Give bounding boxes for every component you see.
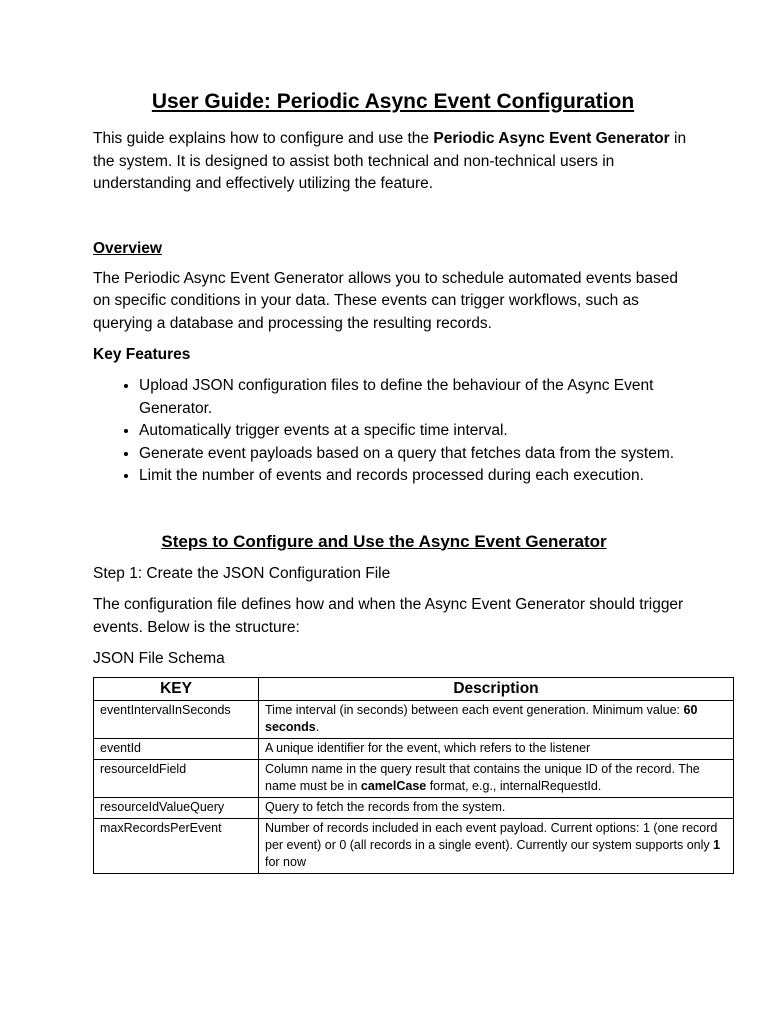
intro-text-bold: Periodic Async Event Generator — [433, 130, 670, 147]
desc-text: A unique identifier for the event, which refers to the listener — [265, 740, 591, 755]
cell-key: resourceIdValueQuery — [94, 797, 259, 818]
key-features-list — [93, 375, 693, 488]
table-header-row — [94, 677, 734, 700]
cell-description — [259, 818, 734, 873]
config-paragraph: The configuration file defines how and when the Async Event Generator should trigger events. Below is the structure: — [93, 596, 684, 636]
schema-heading: JSON File Schema — [93, 650, 225, 667]
overview-paragraph: The Periodic Async Event Generator allows you to schedule automated events based on specific conditions in your data. These events can trigger workflows, such as querying a database and processing the resulting records. — [93, 269, 679, 332]
cell-description — [259, 738, 734, 759]
table-row — [94, 738, 734, 759]
desc-bold: 60 seconds — [265, 702, 698, 734]
desc-text-after: . — [315, 719, 320, 734]
intro-paragraph — [93, 128, 693, 196]
list-item: • Generate event payloads based on a query that fetches data from the system. — [139, 443, 693, 466]
table-row — [94, 700, 734, 738]
desc-text: Number of records included in each event payload. Current options: 1 (one record per event) or 0 (all records in a single event). Currently our system supports only — [265, 820, 718, 852]
desc-text: Query to fetch the records from the system. — [265, 799, 506, 814]
schema-table — [93, 677, 734, 874]
overview-heading: Overview — [93, 239, 162, 257]
intro-text-after: in the system. It is designed to assist both technical and non-technical users in understanding and effectively utilizing the feature. — [93, 130, 687, 192]
cell-description — [259, 759, 734, 797]
desc-text-after: format, e.g., internalRequestId. — [426, 778, 602, 793]
step1-heading: Step 1: Create the JSON Configuration File — [93, 564, 391, 582]
desc-text: Time interval (in seconds) between each event generation. Minimum value: — [265, 702, 684, 717]
page-title: User Guide: Periodic Async Event Configuration — [151, 90, 635, 113]
header-key: KEY — [94, 677, 259, 700]
key-features-heading: Key Features — [93, 346, 191, 363]
list-item: • Upload JSON configuration files to define the behaviour of the Async Event Generator. — [139, 375, 693, 420]
cell-key: maxRecordsPerEvent — [94, 818, 259, 873]
desc-bold: 1 — [713, 837, 721, 852]
list-item: • Limit the number of events and records processed during each execution. — [139, 465, 693, 488]
cell-key: resourceIdField — [94, 759, 259, 797]
list-item: • Automatically trigger events at a specific time interval. — [139, 420, 693, 443]
cell-key: eventIntervalInSeconds — [94, 700, 259, 738]
steps-heading: Steps to Configure and Use the Async Event Generator — [161, 531, 607, 551]
table-row — [94, 797, 734, 818]
header-description: Description — [259, 677, 734, 700]
cell-description — [259, 797, 734, 818]
desc-text: Column name in the query result that contains the unique ID of the record. The name must be in — [265, 761, 700, 793]
desc-text-after: for now — [265, 854, 306, 869]
intro-text-before: This guide explains how to configure and use the — [93, 130, 434, 147]
cell-key: eventId — [94, 738, 259, 759]
table-row — [94, 759, 734, 797]
document-content — [93, 88, 721, 874]
desc-bold: camelCase — [360, 778, 427, 793]
cell-description — [259, 700, 734, 738]
table-row — [94, 818, 734, 873]
